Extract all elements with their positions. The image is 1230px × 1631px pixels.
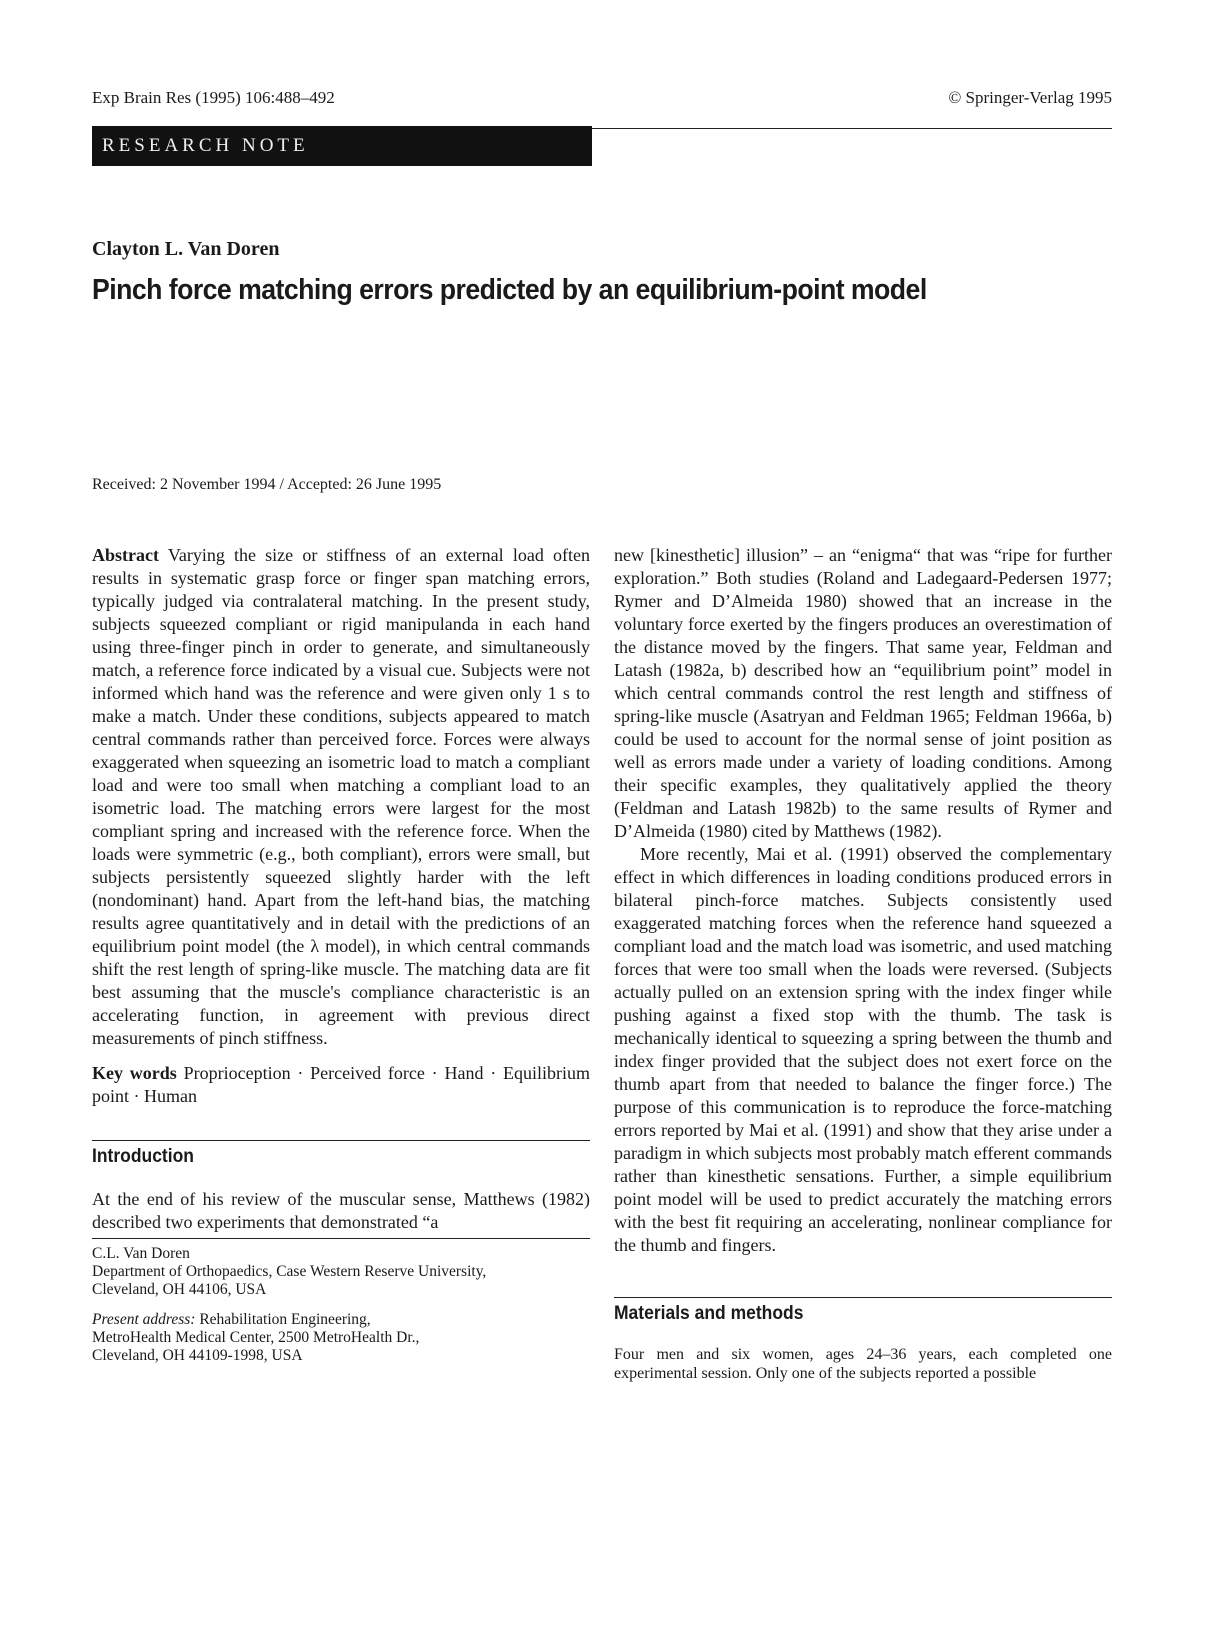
abstract-label: Abstract	[92, 545, 159, 565]
present-address-line: MetroHealth Medical Center, 2500 MetroHealth Dr.,	[92, 1329, 420, 1346]
header-rule	[592, 128, 1112, 129]
methods-heading: Materials and methods	[614, 1303, 804, 1324]
present-address-line: Cleveland, OH 44109-1998, USA	[92, 1347, 303, 1364]
left-column	[92, 544, 590, 1365]
article-title: Pinch force matching errors predicted by an equilibrium-point model	[92, 274, 927, 306]
methods-section	[614, 1297, 1112, 1383]
abstract-text: Varying the size or stiffness of an external load often results in systematic grasp force or finger span matching errors, typically judged via contralateral matching. In the present study, subjects squeezed compliant or rigid manipulanda in each hand using three-finger pinch in order to generate, and simultaneously match, a reference force indicated by a visual cue. Subjects were not informed which hand was the reference and were given only 1 s to make a match. Under these conditions, subjects appeared to match central commands rather than perceived force. Forces were always exaggerated when squeezing an isometric load to match a compliant load and were too small when matching a compliant load to an isometric load. The matching errors were largest for the most compliant spring and increased with the reference force. When the loads were symmetric (e.g., both compliant), errors were small, but subjects persistently squeezed slightly harder with the left (nondominant) hand. Apart from the left-hand bias, the matching results agree quantitatively and in detail with the predictions of an equilibrium point model (the λ model), in which central commands shift the rest length of spring-like muscle. The matching data are fit best assuming that the muscle's compliance characteristic is an accelerating function, in agreement with previous direct measurements of pinch stiffness.	[92, 545, 590, 1048]
affiliation-name: C.L. Van Doren	[92, 1245, 190, 1262]
methods-paragraph: Four men and six women, ages 24–36 years, each completed one experimental session. Only one of the subjects reported a possible	[614, 1346, 1112, 1382]
affiliation-footnote	[92, 1245, 590, 1365]
section-banner: RESEARCH NOTE	[92, 126, 592, 166]
footnote-divider	[92, 1238, 590, 1239]
abstract-paragraph	[92, 544, 590, 1050]
introduction-paragraph-continued: new [kinesthetic] illusion” – an “enigma“ that was “ripe for further exploration.” Both studies (Roland and Ladegaard-Pedersen 1977; Rymer and D’Almeida 1980) showed that an increase in the voluntary force exerted by the fingers produces an overestimation of the distance moved by the fingers. That same year, Feldman and Latash (1982a, b) described how an “equilibrium point” model in which central commands control the rest length and stiffness of spring-like muscle (Asatryan and Feldman 1965; Feldman 1966a, b) could be used to account for the normal sense of joint position as well as errors made under a variety of loading conditions. Among their specific examples, they qualitatively applied the theory (Feldman and Latash 1982b) to the same results of Rymer and D’Almeida (1980) cited by Matthews (1982).	[614, 545, 1112, 841]
section-divider	[92, 1140, 590, 1141]
right-column	[614, 544, 1112, 1383]
publisher-copyright: © Springer-Verlag 1995	[948, 88, 1112, 107]
introduction-heading: Introduction	[92, 1146, 194, 1167]
received-accepted-dates: Received: 2 November 1994 / Accepted: 26 June 1995	[92, 476, 442, 493]
keywords-label: Key words	[92, 1063, 177, 1083]
introduction-paragraph: More recently, Mai et al. (1991) observed the complementary effect in which differences in loading conditions produced errors in bilateral pinch-force matches. Subjects consistently used exaggerated matching forces when the reference hand squeezed a compliant load and the match load was isometric, and used matching forces that were too small when the loads were reversed. (Subjects actually pulled on an extension spring with the index finger while pushing against a fixed stop with the thumb. The task is mechanically identical to squeezing a spring between the thumb and index finger provided that the subject does not exert force on the thumb apart from that needed to balance the finger force.) The purpose of this communication is to reproduce the force-matching errors reported by Mai et al. (1991) and show that they arise under a paradigm in which subjects most probably match efferent commands rather than kinesthetic sensations. Further, a simple equilibrium point model will be used to predict accurately the matching errors with the best fit requiring an accelerating, nonlinear compliance for the thumb and fingers.	[614, 844, 1112, 1255]
section-divider	[614, 1297, 1112, 1298]
affiliation-line: Department of Orthopaedics, Case Western Reserve University,	[92, 1263, 487, 1280]
keywords-text: Proprioception · Perceived force · Hand · Equilibrium point · Human	[92, 1063, 591, 1106]
introduction-paragraph-start: At the end of his review of the muscular sense, Matthews (1982) described two experiments that demonstrated “a	[92, 1189, 590, 1232]
journal-reference: Exp Brain Res (1995) 106:488–492	[92, 88, 335, 107]
author-name: Clayton L. Van Doren	[92, 238, 280, 260]
keywords-paragraph	[92, 1062, 590, 1108]
present-address-label: Present address:	[92, 1311, 196, 1328]
present-address	[92, 1311, 590, 1329]
affiliation-line: Cleveland, OH 44106, USA	[92, 1281, 267, 1298]
present-address-line: Rehabilitation Engineering,	[199, 1311, 371, 1328]
